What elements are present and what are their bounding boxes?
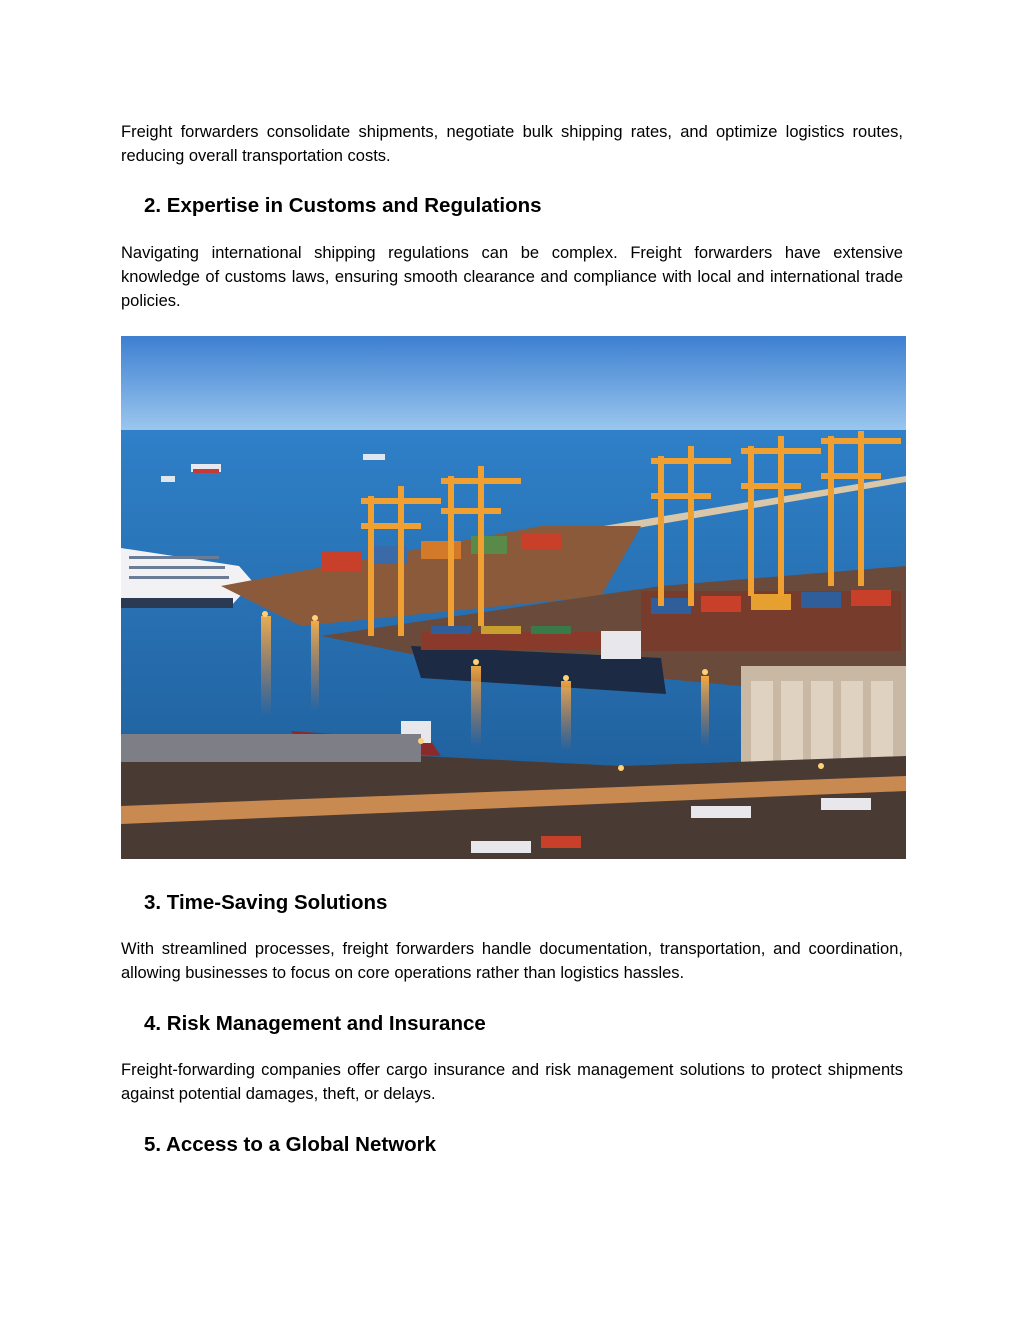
heading-customs-regulations: 2. Expertise in Customs and Regulations <box>144 194 542 217</box>
paragraph-risk-management: Freight-forwarding companies offer cargo insurance and risk management solutions to protect shipments against potential damages, theft, or delays. <box>121 1061 903 1103</box>
port-photo <box>121 336 906 859</box>
intro-paragraph: Freight forwarders consolidate shipments, negotiate bulk shipping rates, and optimize logistics routes, reducing overall transportation costs. <box>121 123 903 165</box>
heading-global-network: 5. Access to a Global Network <box>144 1133 437 1156</box>
paragraph-customs-regulations: Navigating international shipping regulations can be complex. Freight forwarders have extensive knowledge of customs laws, ensuring smooth clearance and compliance with local and international trade policies. <box>121 244 903 310</box>
heading-risk-management: 4. Risk Management and Insurance <box>144 1012 486 1035</box>
port-illustration <box>121 336 906 859</box>
heading-time-saving: 3. Time-Saving Solutions <box>144 891 388 914</box>
paragraph-time-saving: With streamlined processes, freight forwarders handle documentation, transportation, and coordination, allowing businesses to focus on core operations rather than logistics hassles. <box>121 940 903 982</box>
